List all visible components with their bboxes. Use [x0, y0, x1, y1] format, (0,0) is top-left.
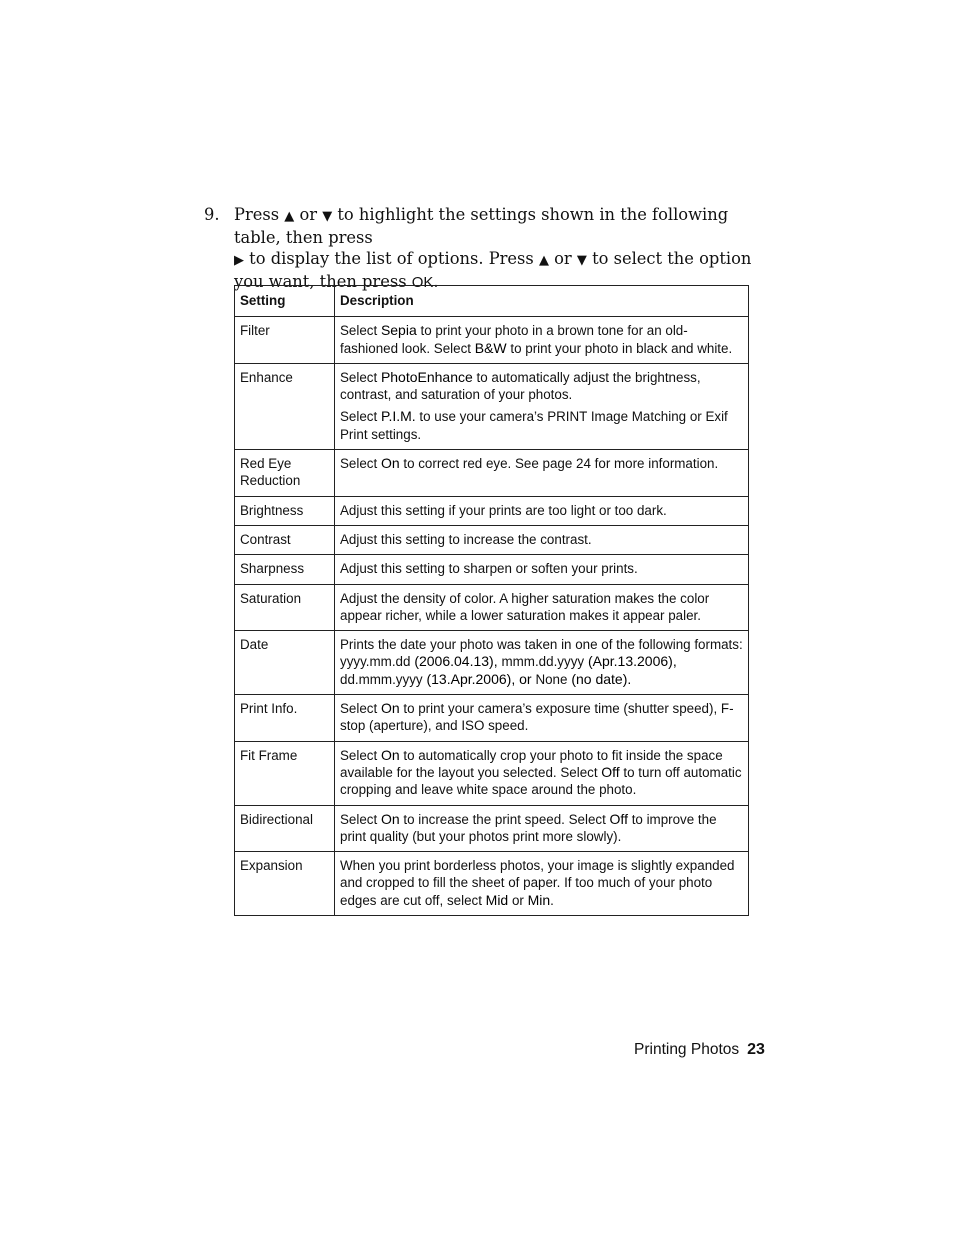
description-paragraph — [340, 531, 743, 548]
table-row — [235, 450, 749, 497]
description-text: or — [508, 892, 528, 908]
option-name: Sepia — [380, 322, 417, 339]
up-arrow-icon: ▲ — [538, 253, 549, 268]
description-text: to automatically adjust the brightness, contrast, and saturation of your photos. — [340, 369, 701, 403]
description-text: Select — [340, 701, 381, 717]
description-text: Select — [340, 369, 381, 385]
option-name: (2006.04.13), — [410, 653, 502, 670]
option-name: Mid — [485, 891, 509, 908]
step-text-part: to highlight the settings shown in the following table, then press — [234, 205, 729, 247]
description-paragraph — [340, 369, 743, 404]
setting-description — [335, 525, 749, 554]
description-paragraph — [340, 408, 743, 443]
table-row — [235, 741, 749, 805]
setting-name: Fit Frame — [235, 741, 335, 805]
description-text: to turn off automatic cropping and leave white space around the photo. — [340, 764, 742, 798]
setting-description — [335, 741, 749, 805]
description-text: to use your camera’s PRINT Image Matching or Exif Print settings. — [340, 409, 728, 442]
settings-table — [234, 285, 749, 916]
date-formats — [340, 653, 743, 688]
option-name: Off — [609, 810, 628, 827]
description-paragraph — [340, 322, 743, 357]
setting-description — [335, 695, 749, 742]
option-name: Off — [601, 763, 620, 780]
setting-description — [335, 852, 749, 916]
table-row — [235, 584, 749, 631]
description-text: Prints the date your photo was taken in one of the following formats: — [340, 637, 743, 653]
setting-name: Print Info. — [235, 695, 335, 742]
setting-description — [335, 555, 749, 584]
step-text-part: or — [294, 205, 323, 224]
description-text: Adjust the density of color. A higher saturation makes the color appear richer, while a lower saturation makes it appear paler. — [340, 590, 710, 623]
step-text-part: . — [433, 272, 439, 291]
column-header-setting: Setting — [235, 286, 335, 317]
setting-description — [335, 317, 749, 364]
step-text-part: Press — [234, 205, 285, 224]
table-row — [235, 695, 749, 742]
step-text-part: to display the list of options. Press — [244, 249, 539, 268]
setting-description — [335, 584, 749, 631]
page-footer — [634, 1041, 765, 1059]
description-text: Select — [340, 456, 381, 472]
description-paragraph — [340, 502, 743, 519]
setting-name: Red Eye Reduction — [235, 450, 335, 497]
setting-name: Date — [235, 631, 335, 695]
step-number: 9. — [204, 205, 220, 224]
description-text: Adjust this setting if your prints are too light or too dark. — [340, 502, 667, 518]
description-text: to automatically crop your photo to fit inside the space available for the layout you selected. Select — [340, 747, 723, 780]
description-paragraph — [340, 590, 743, 625]
description-text: Select — [340, 811, 381, 827]
up-arrow-icon: ▲ — [284, 209, 295, 224]
description-text: mmm.dd.yyyy — [501, 654, 585, 670]
description-paragraph — [340, 747, 743, 799]
table-row — [235, 317, 749, 364]
option-name: On — [380, 455, 400, 472]
option-name: On — [380, 700, 400, 717]
table-row — [235, 805, 749, 852]
option-name: P.I.M. — [380, 408, 416, 425]
section-title: Printing Photos — [634, 1041, 740, 1058]
option-name: B&W — [474, 339, 507, 356]
description-text: Select — [340, 747, 381, 763]
right-arrow-icon: ▶ — [234, 253, 244, 268]
option-name: Min — [527, 891, 551, 908]
down-arrow-icon: ▼ — [322, 209, 333, 224]
step-text-part: to select the option you want, then press — [234, 249, 752, 291]
setting-description — [335, 363, 749, 449]
setting-description — [335, 496, 749, 525]
page-number: 23 — [747, 1041, 765, 1058]
setting-name: Saturation — [235, 584, 335, 631]
description-paragraph — [340, 857, 743, 909]
table-row — [235, 496, 749, 525]
setting-name: Contrast — [235, 525, 335, 554]
description-paragraph — [340, 811, 743, 846]
setting-name: Brightness — [235, 496, 335, 525]
description-text: to print your photo in a brown tone for an old-fashioned look. Select — [340, 323, 688, 356]
description-text: to improve the print quality (but your photos print more slowly). — [340, 811, 717, 844]
setting-name: Sharpness — [235, 555, 335, 584]
description-text: dd.mmm.yyyy — [340, 671, 423, 687]
table-row — [235, 525, 749, 554]
setting-name: Enhance — [235, 363, 335, 449]
description-paragraph — [340, 700, 743, 735]
table-row — [235, 631, 749, 695]
description-text: When you print borderless photos, your image is slightly expanded and cropped to fill the sheet of paper. If too much of your photo edges are cut off, select — [340, 858, 735, 908]
setting-name: Bidirectional — [235, 805, 335, 852]
table-row — [235, 555, 749, 584]
option-name: (Apr.13.2006), — [584, 653, 677, 670]
table-row — [235, 852, 749, 916]
setting-name: Expansion — [235, 852, 335, 916]
description-text: yyyy.mm.dd — [340, 654, 411, 670]
description-text: to increase the print speed. Select — [399, 811, 610, 827]
step-text — [234, 204, 754, 293]
option-name: PhotoEnhance — [380, 368, 473, 385]
description-paragraph — [340, 560, 743, 577]
description-text: None — [535, 671, 568, 687]
setting-description — [335, 450, 749, 497]
description-text: to print your photo in black and white. — [506, 340, 733, 356]
setting-description — [335, 805, 749, 852]
step-text-part: or — [548, 249, 577, 268]
option-name: On — [380, 746, 400, 763]
option-name: (13.Apr.2006), or — [422, 670, 536, 687]
setting-description — [335, 631, 749, 695]
description-text: Adjust this setting to sharpen or soften your prints. — [340, 561, 638, 577]
description-text: to correct red eye. See page 24 for more information. — [399, 456, 719, 472]
description-text: Adjust this setting to increase the contrast. — [340, 531, 592, 547]
description-text: Select — [340, 323, 381, 339]
column-header-description: Description — [335, 286, 749, 317]
description-text: . — [550, 892, 554, 908]
description-text: to print your camera’s exposure time (shutter speed), F-stop (aperture), and ISO speed. — [340, 701, 734, 734]
description-text: Select — [340, 409, 381, 425]
description-paragraph — [340, 636, 743, 653]
ok-key-label: OK — [411, 274, 434, 291]
option-name: (no date). — [567, 670, 632, 687]
table-header-row — [235, 286, 749, 317]
down-arrow-icon: ▼ — [576, 253, 587, 268]
option-name: On — [380, 810, 400, 827]
table-row — [235, 363, 749, 449]
setting-name: Filter — [235, 317, 335, 364]
description-paragraph — [340, 455, 743, 472]
